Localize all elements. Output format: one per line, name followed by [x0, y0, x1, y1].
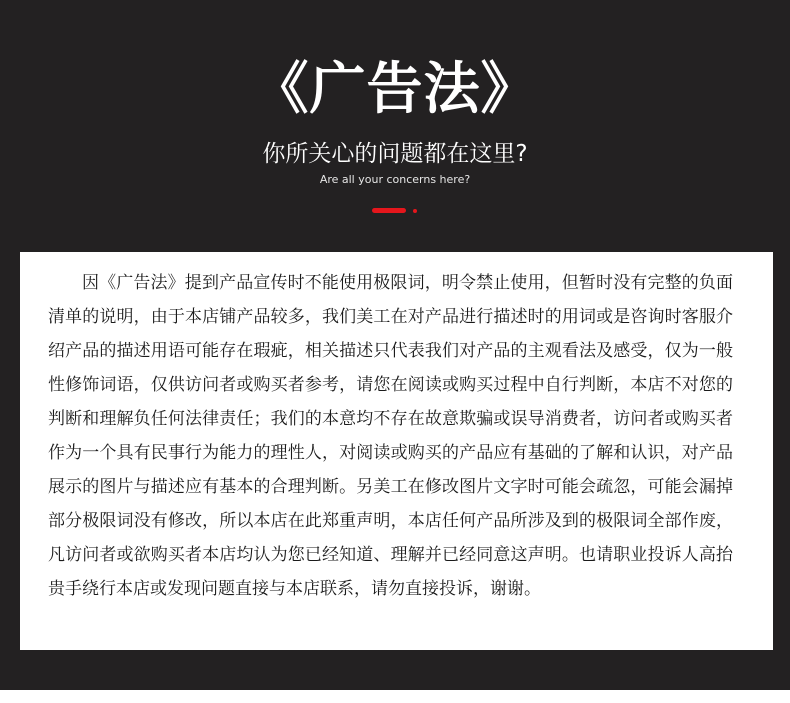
page-subtitle-english: Are all your concerns here? [319, 173, 471, 186]
page-subtitle: 你所关心的问题都在这里? [262, 141, 528, 167]
page-title: 《广告法》 [252, 57, 538, 122]
accent-bar [372, 208, 406, 213]
disclaimer-panel [20, 252, 773, 650]
accent-dot [413, 209, 417, 213]
disclaimer-text: 因《广告法》提到产品宣传时不能使用极限词，明令禁止使用，但暂时没有完整的负面清单的说明，由于本店铺产品较多，我们美工在对产品进行描述时的用词或是咨询时客服介绍产品的描述用语可能存在瑕疵，相关描述只代表我们对产品的主观看法及感受，仅为一般性修饰词语，仅供访问者或购买者参考，请您在阅读或购买过程中自行判断，本店不对您的判断和理解负任何法律责任；我们的本意均不存在故意欺骗或误导消费者，访问者或购买者作为一个具有民事行为能力的理性人，对阅读或购买的产品应有基础的了解和认识，对产品展示的图片与描述应有基本的合理判断。另美工在修改图片文字时可能会疏忽，可能会漏掉部分极限词没有修改，所以本店在此郑重声明，本店任何产品所涉及到的极限词全部作废，凡访问者或欲购买者本店均认为您已经知道、理解并已经同意这声明。也请职业投诉人高抬贵手绕行本店或发现问题直接与本店联系，请勿直接投诉，谢谢。 [48, 273, 733, 599]
